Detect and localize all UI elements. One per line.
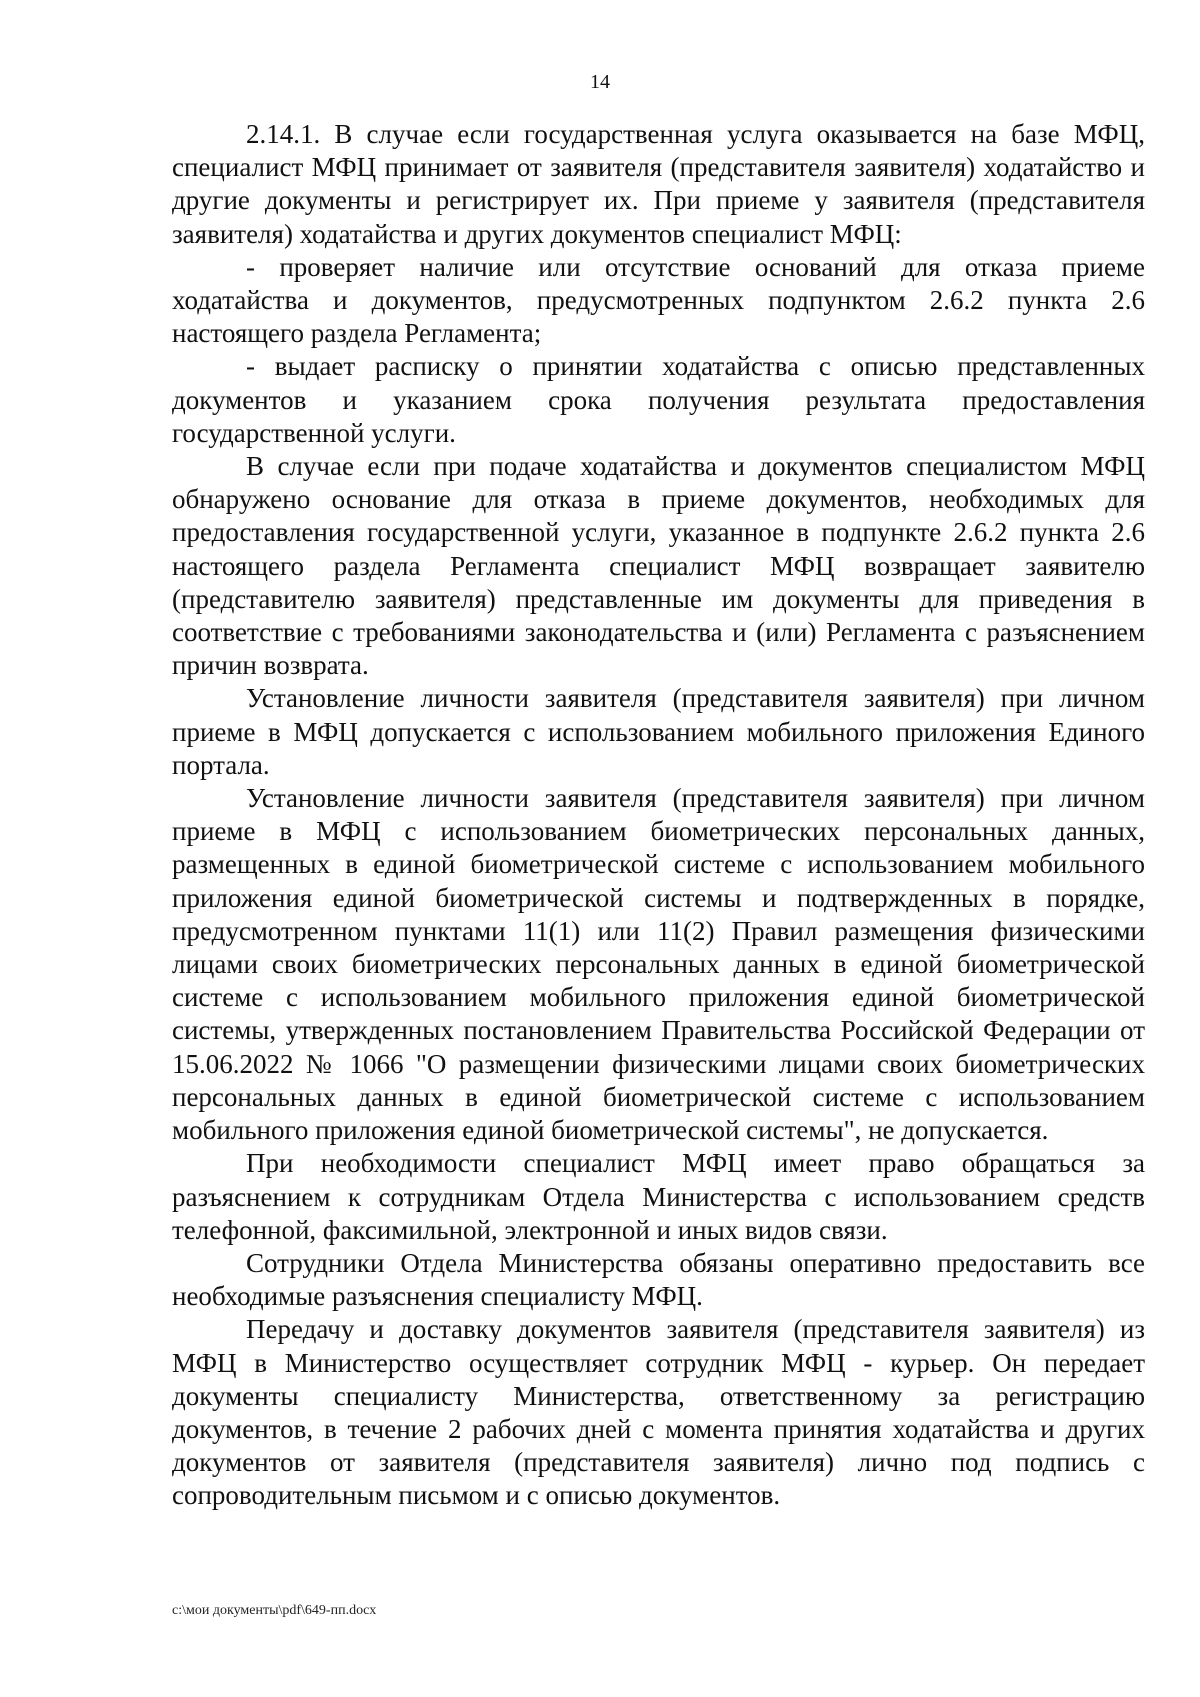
paragraph-refusal-grounds: В случае если при подаче ходатайства и документов специалистом МФЦ обнаружено основание для отказа в приеме документов, необходимых для предоставления государственной услуги, указанное в подпункте 2.6.2 пункта 2.6 настоящего раздела Регламента специалист МФЦ возвращает заявителю (представителю заявителя) представленные им документы для приведения в соответствие с требованиями законодательства и (или) Регламента с разъяснением причин возврата. xyxy=(172,451,1145,681)
paragraph-identity-mobile-app: Установление личности заявителя (представителя заявителя) при личном приеме в МФЦ допускается с использованием мобильного приложения Единого портала. xyxy=(172,683,1145,780)
paragraph-check-grounds: - проверяет наличие или отсутствие оснований для отказа приеме ходатайства и документов, предусмотренных подпунктом 2.6.2 пункта 2.6 настоящего раздела Регламента; xyxy=(172,251,1145,349)
document-body xyxy=(172,118,1145,1513)
page-number: 14 xyxy=(590,71,610,93)
footer-file-path: c:\мои документы\pdf\649-пп.docx xyxy=(172,1603,377,1618)
paragraph-identity-biometric: Установление личности заявителя (представителя заявителя) при личном приеме в МФЦ с использованием биометрических персональных данных, размещенных в единой биометрической системе с использованием мобильного приложения единой биометрической системы и подтвержденных в порядке, предусмотренном пунктами 11(1) или 11(2) Правил размещения физическими лицами своих биометрических персональных данных в единой биометрической системе с использованием мобильного приложения единой биометрической системы, утвержденных постановлением Правительства Российской Федерации от 15.06.2022 № 1066 "О размещении физическими лицами своих биометрических персональных данных в единой биометрической системе с использованием мобильного приложения единой биометрической системы", не допускается. xyxy=(172,783,1145,1146)
paragraph-department-obligation: Сотрудники Отдела Министерства обязаны оперативно предоставить все необходимые разъяснения специалисту МФЦ. xyxy=(172,1247,1145,1312)
paragraph-2-14-1: 2.14.1. В случае если государственная услуга оказывается на базе МФЦ, специалист МФЦ принимает от заявителя (представителя заявителя) ходатайство и другие документы и регистрирует их. При приеме у заявителя (представителя заявителя) ходатайства и других документов специалист МФЦ: xyxy=(172,119,1145,249)
paragraph-clarification-request: При необходимости специалист МФЦ имеет право обращаться за разъяснением к сотрудникам Отдела Министерства с использованием средств телефонной, факсимильной, электронной и иных видов связи. xyxy=(172,1148,1145,1245)
paragraph-issue-receipt: - выдает расписку о принятии ходатайства с описью представленных документов и указанием срока получения результата предоставления государственной услуги. xyxy=(172,351,1145,448)
paragraph-document-delivery: Передачу и доставку документов заявителя (представителя заявителя) из МФЦ в Министерство осуществляет сотрудник МФЦ - курьер. Он передает документы специалисту Министерства, ответственному за регистрацию документов, в течение 2 рабочих дней с момента принятия ходатайства и других документов от заявителя (представителя заявителя) лично под подпись с сопроводительным письмом и с описью документов. xyxy=(172,1314,1145,1511)
